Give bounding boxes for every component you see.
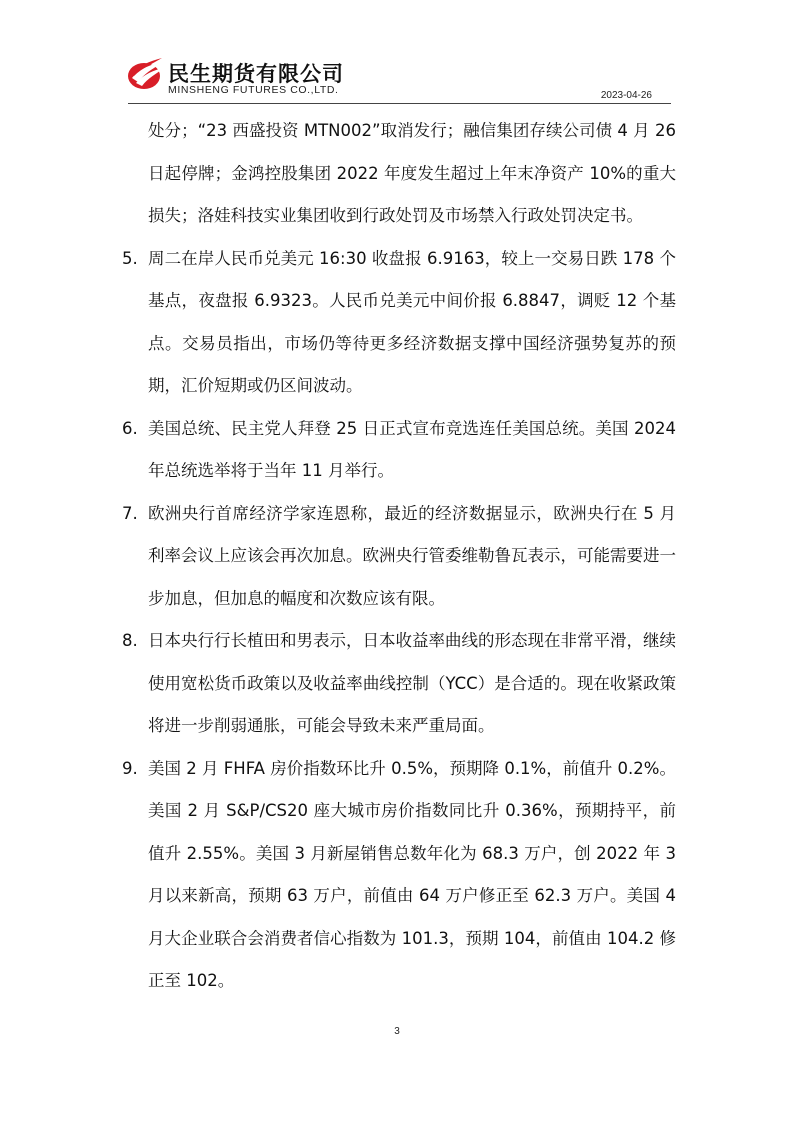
list-item — [122, 408, 676, 493]
item-number: 6. — [122, 418, 138, 438]
item-text: 日本央行行长植田和男表示，日本收益率曲线的形态现在非常平滑，继续使用宽松货币政策以及收益率曲线控制（YCC）是合适的。现在收紧政策将进一步削弱通胀，可能会导致未来严重局面。 — [148, 631, 676, 735]
news-body — [122, 110, 676, 1003]
continuation-paragraph: 处分；“23 西盛投资 MTN002”取消发行；融信集团存续公司债 4 月 26 日起停牌；金鸿控股集团 2022 年度发生超过上年末净资产 10%的重大损失；洛娃科技实业集团收到行政处罚及市场禁入行政处罚决定书。 — [148, 121, 676, 225]
item-text: 美国 2 月 FHFA 房价指数环比升 0.5%，预期降 0.1%，前值升 0.2%。美国 2 月 S&P/CS20 座大城市房价指数同比升 0.36%，预期持平，前值升 2.55%。美国 3 月新屋销售总数年化为 68.3 万户，创 2022 年 3 月以来新高，预期 63 万户，前值由 64 万户修正至 62.3 万户。美国 4 月大企业联合会消费者信心指数为 101.3，预期 104，前值由 104.2 修正至 102。 — [148, 758, 676, 990]
report-date: 2023-04-26 — [600, 90, 652, 101]
item-text: 美国总统、民主党人拜登 25 日正式宣布竞选连任美国总统。美国 2024 年总统选举将于当年 11 月举行。 — [148, 418, 676, 480]
company-name-en: MINSHENG FUTURES CO.,LTD. — [168, 84, 339, 96]
list-item — [122, 748, 676, 1003]
header-divider — [128, 103, 671, 104]
list-item — [122, 238, 676, 408]
company-name-cn: 民生期货有限公司 — [168, 62, 344, 86]
list-item — [122, 620, 676, 748]
item-number: 8. — [122, 631, 138, 650]
page-header — [0, 0, 794, 110]
item-number: 5. — [122, 248, 138, 268]
item-number: 7. — [122, 503, 138, 523]
item-text: 周二在岸人民币兑美元 16:30 收盘报 6.9163，较上一交易日跌 178 个基点，夜盘报 6.9323。人民币兑美元中间价报 6.8847，调贬 12 个基点。交易员指出，市场仍等待更多经济数据支撑中国经济强势复苏的预期，汇价短期或仍区间波动。 — [148, 248, 676, 395]
item-text: 欧洲央行首席经济学家连恩称，最近的经济数据显示，欧洲央行在 5 月利率会议上应该会再次加息。欧洲央行管委维勒鲁瓦表示，可能需要进一步加息，但加息的幅度和次数应该有限。 — [148, 503, 676, 608]
list-item — [122, 493, 676, 621]
minsheng-logo-icon — [126, 56, 166, 92]
page-number: 3 — [394, 1026, 400, 1037]
item-number: 9. — [122, 758, 138, 778]
